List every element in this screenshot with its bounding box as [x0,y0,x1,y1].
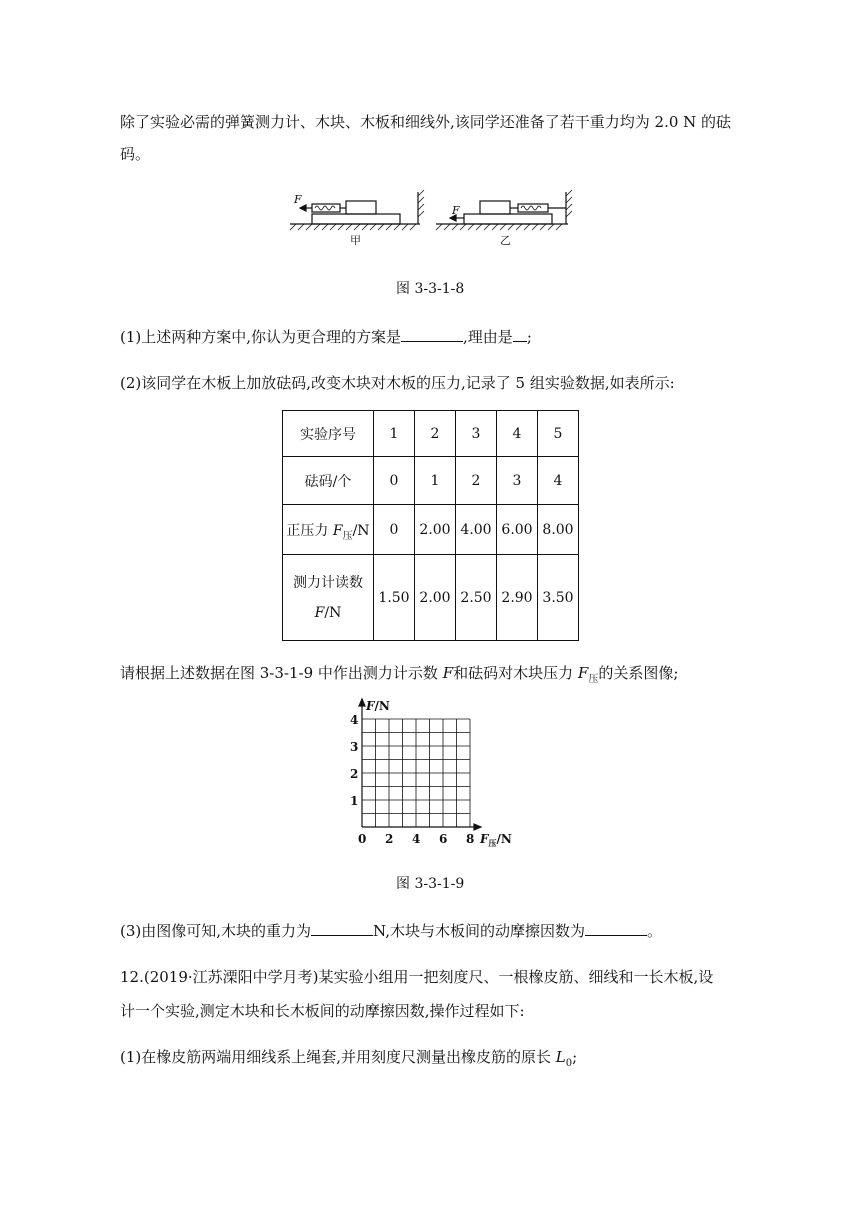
table-cell: 4 [538,457,579,505]
x-tick-label: 8 [466,832,475,846]
y-tick-label: 1 [350,794,359,808]
label-jia: 甲 [350,234,361,247]
table-header-cell: 砝码/个 [283,457,374,505]
question-2: (2)该同学在木板上加放砝码,改变木块对木板的压力,记录了 5 组实验数据,如表所示: [120,374,675,392]
table-cell: 0 [374,457,415,505]
instruction-symbol-F: F [442,664,454,682]
header-text: 正压力 [286,522,333,539]
x-tick-label: 0 [358,832,367,846]
force-label-jia: F [294,193,302,206]
table-cell: 2.90 [497,555,538,641]
question-12-step-1 [120,1047,577,1070]
step-1-end: ; [572,1048,578,1066]
instruction-subscript: 压 [588,674,599,685]
q1-end: ; [526,328,532,346]
question-12-line-2: 计一个实验,测定木块和长木板间的动摩擦因数,操作过程如下: [120,1002,525,1020]
force-label-yi: F [452,204,460,217]
table-cell: 1 [415,457,456,505]
x-axis-label: $F_压/N$ [480,832,512,848]
step-1-text: (1)在橡皮筋两端用细线系上绳套,并用刻度尺测量出橡皮筋的原长 [120,1048,556,1066]
question-3 [120,921,662,941]
header-symbol: F [314,604,325,621]
table-cell: 2 [415,411,456,457]
table-cell: 0 [374,505,415,555]
table-cell: 4.00 [456,505,497,555]
table-cell: 5 [538,411,579,457]
step-1-symbol: L [555,1048,566,1066]
table-cell: 2.00 [415,555,456,641]
label-yi: 乙 [500,234,511,247]
table-cell: 2.50 [456,555,497,641]
y-tick-label: 3 [350,740,359,754]
x-tick-label: 6 [439,832,448,846]
step-1-subscript: 0 [565,1058,573,1069]
table-cell: 2.00 [415,505,456,555]
table-cell: 3 [497,457,538,505]
y-tick-label: 4 [350,713,359,727]
instruction-symbol-F2: F [577,664,589,682]
x-tick-label: 2 [385,832,394,846]
x-tick-label: 4 [412,832,421,846]
header-symbol: F [332,522,343,539]
q3-blank-1[interactable] [311,921,373,936]
instruction-text-c: 的关系图像; [598,664,679,682]
table-cell: 1 [374,411,415,457]
y-tick-label: 2 [350,767,359,781]
instruction-text-a: 请根据上述数据在图 3-3-1-9 中作出测力计示数 [120,664,443,682]
q3-text-c: 。 [646,922,662,940]
q3-text-a: (3)由图像可知,木块的重力为 [120,922,312,940]
table-cell: 1.50 [374,555,415,641]
figure-8-caption: 图 3-3-1-8 [396,281,465,297]
instruction-text-b: 和砝码对木块压力 [453,664,578,682]
intro-line-1: 除了实验必需的弹簧测力计、木块、木板和细线外,该同学还准备了若干重力均为 2.0 N 的砝 [120,113,732,131]
header-unit: /N [324,604,342,621]
table-cell: 3 [456,411,497,457]
table-header-cell: 实验序号 [283,411,374,457]
header-text: 测力计读数 [293,574,363,591]
header-subscript: 压 [342,530,353,542]
y-axis-label: F/N [366,699,390,713]
graph-grid [362,719,470,827]
q1-mid: ,理由是 [463,328,513,346]
q3-text-b: N,木块与木板间的动摩擦因数为 [373,922,585,940]
table-cell: 4 [497,411,538,457]
header-unit: /N [352,522,370,539]
table-cell: 2 [456,457,497,505]
table-cell: 6.00 [497,505,538,555]
question-12-line-1: 12.(2019·江苏溧阳中学月考)某实验小组用一把刻度尺、一根橡皮筋、细线和一长木板,设 [120,968,714,986]
table-cell: 8.00 [538,505,579,555]
q3-blank-2[interactable] [585,921,647,936]
intro-line-2: 码。 [120,145,151,163]
figure-9-caption: 图 3-3-1-9 [396,876,465,892]
q1-prefix: (1)上述两种方案中,你认为更合理的方案是 [120,328,402,346]
table-cell: 3.50 [538,555,579,641]
